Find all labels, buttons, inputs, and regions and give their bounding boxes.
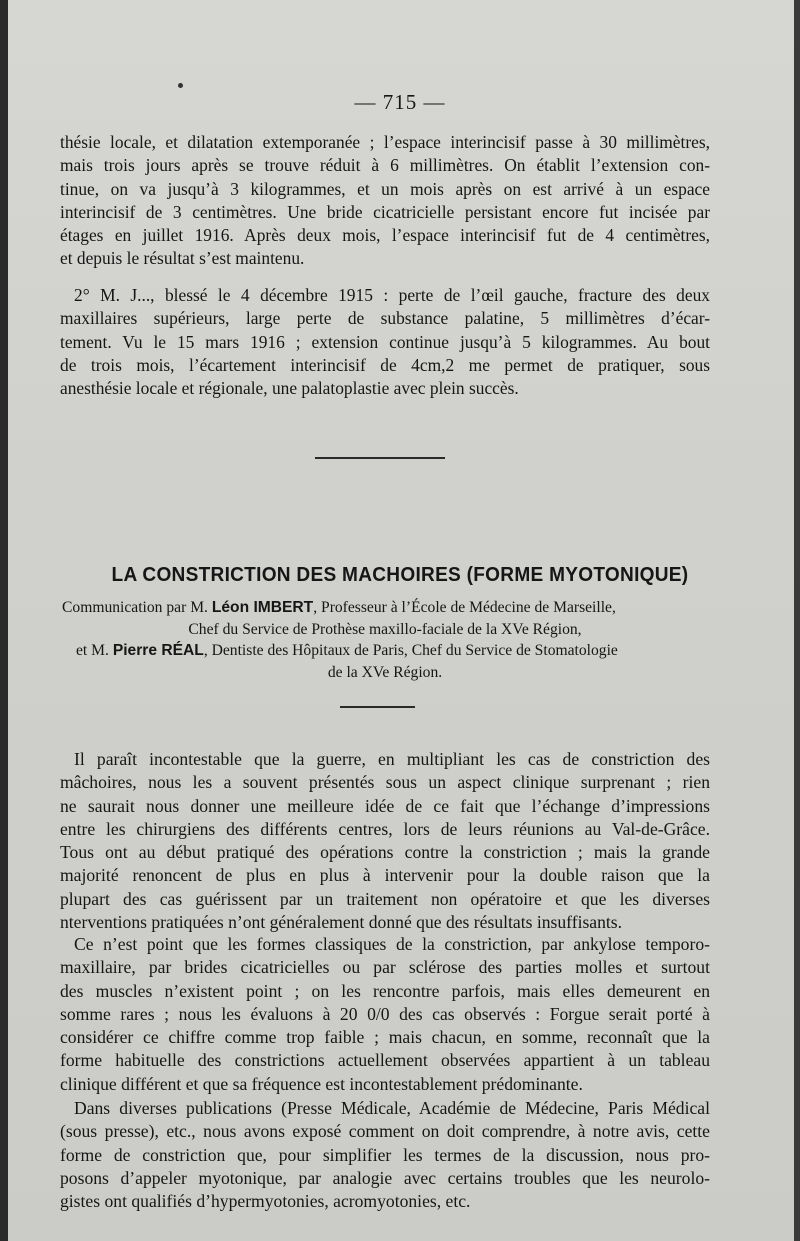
text-line: Il paraît incontestable que la guerre, en multipliant les cas de constriction des (74, 749, 710, 769)
article-title: LA CONSTRICTION DES MACHOIRES (FORME MYOTONIQUE) (111, 563, 689, 586)
text-line: nterventions pratiquées n’ont généralement donné que des résultats insuffisants. (60, 912, 623, 933)
text-line: maxillaires supérieurs, large perte de substance palatine, 5 millimètres d’écar- (60, 308, 710, 329)
text-line: clinique différent et que sa fréquence est incontestablement prédominante. (60, 1073, 583, 1094)
byline-line-2: Chef du Service de Prothèse maxillo-faciale de la XVe Région, (188, 620, 582, 638)
text-line: Ce n’est point que les formes classiques de la constriction, par ankylose temporo- (74, 934, 710, 954)
text-line: (sous presse), etc., nous avons exposé comment on doit comprendre, à notre avis, cette (60, 1121, 710, 1142)
author-real: Pierre RÉAL (112, 642, 204, 659)
text-line: somme rares ; nous les évaluons à 20 0/0 des cas observés : Forgue serait porté à (60, 1003, 710, 1024)
text-line: maxillaire, par brides cicatricielles ou par sclérose des parties molles et surtout (60, 957, 710, 978)
page-number: — 715 — (354, 90, 446, 114)
ink-speck (178, 83, 183, 88)
text-line: Dans diverses publications (Presse Médicale, Académie de Médecine, Paris Médical (74, 1098, 710, 1118)
text-line: majorité renoncent de plus en plus à intervenir pour la double raison que la (60, 865, 710, 886)
text-line: posons d’appeler myotonique, par analogie avec certains troubles que les neurolo- (60, 1167, 710, 1188)
text-line: interincisif de 3 centimètres. Une bride cicatricielle persistant encore fut incisée par (60, 201, 710, 222)
paragraph-classical-forms (60, 933, 710, 1096)
section-divider (315, 457, 445, 459)
text-line: étages en juillet 1916. Après deux mois, l’espace interincisif fut de 4 centimètres, (60, 225, 710, 246)
author-imbert: Léon IMBERT (211, 599, 314, 616)
text-line: plupart des cas guérissent par un traitement non opératoire et que les diverses (60, 888, 710, 909)
byline (60, 597, 710, 683)
text-line: Tous ont au début pratiqué des opérations contre la constriction ; mais la grande (60, 842, 710, 863)
scan-edge-right (794, 0, 800, 1241)
text-line: de trois mois, l’écartement interincisif de 4cm,2 me permet de pratiquer, sous (60, 354, 710, 375)
byline-line-4: de la XVe Région. (327, 663, 443, 681)
scan-edge-left (0, 0, 8, 1241)
text-line: forme de constriction que, pour simplifier les termes de la discussion, nous pro- (60, 1144, 710, 1165)
paragraph-intro (60, 748, 710, 934)
paragraph-case-2 (60, 284, 710, 400)
text-line: tinue, on va jusqu’à 3 kilogrammes, et un mois après on est arrivé à un espace (60, 178, 710, 199)
paragraph-continuation (60, 131, 710, 271)
text-line: mâchoires, nous les a souvent présentés sous un aspect clinique surprenant ; rien (60, 772, 710, 793)
text-line: tement. Vu le 15 mars 1916 ; extension continue jusqu’à 5 kilogrammes. Au bout (60, 331, 710, 352)
byline-affiliation-1: , Professeur à l’École de Médecine de Marseille, (313, 599, 616, 616)
text-line: et depuis le résultat s’est maintenu. (60, 248, 305, 269)
text-line: thésie locale, et dilatation extemporanée ; l’espace interincisif passe à 30 millimètres, (60, 132, 710, 152)
text-line: considérer ce chiffre comme trop faible ; mais chacun, en somme, reconnaît que la (60, 1027, 710, 1048)
byline-prefix: Communication par M. (62, 599, 212, 616)
text-line: forme habituelle des constrictions actuellement observées appartient à un tableau (60, 1050, 710, 1071)
paragraph-publications (60, 1097, 710, 1213)
text-line: gistes ont qualifiés d’hypermyotonies, acromyotonies, etc. (60, 1191, 471, 1212)
text-line: 2° M. J..., blessé le 4 décembre 1915 : perte de l’œil gauche, fracture des deux (74, 285, 710, 305)
byline-affiliation-2: , Dentiste des Hôpitaux de Paris, Chef du Service de Stomatologie (203, 642, 618, 659)
text-line: ne saurait nous donner une meilleure idée de ce fait que l’échange d’impressions (60, 795, 710, 816)
text-line: mais trois jours après se trouve réduit à 6 millimètres. On établit l’extension con- (60, 155, 710, 176)
text-line: anesthésie locale et régionale, une palatoplastie avec plein succès. (60, 378, 519, 399)
byline-divider (340, 706, 415, 708)
byline-and: et M. (76, 642, 113, 659)
text-line: entre les chirurgiens des différents centres, lors de leurs réunions au Val-de-Grâce. (60, 818, 710, 839)
text-line: des muscles n’existent point ; on les rencontre parfois, mais elles demeurent en (60, 980, 710, 1001)
